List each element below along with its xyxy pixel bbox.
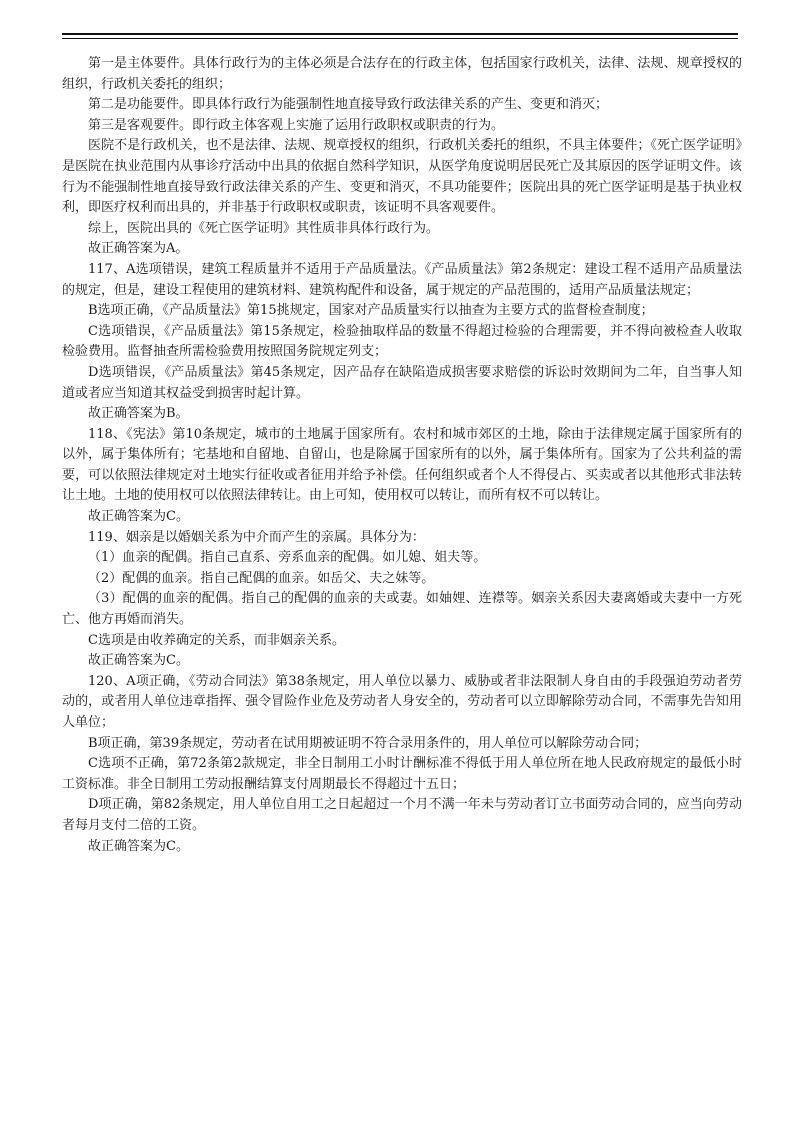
paragraph-118: 118、《宪法》第10条规定，城市的土地属于国家所有。农村和城市郊区的土地，除由于法律规定属于国家所有的以外，属于集体所有；宅基地和自留地、自留山，也是除属于国家所有的以外，属于集体所有。国家为了公共利益的需要，可以依照法律规定对土地实行征收或者征用并给予补偿。任何组织或者个人不得侵占、买卖或者以其他形式非法转让土地。土地的使用权可以依照法律转让。由上可知，使用权可以转让，而所有权不可以转让。 bbox=[62, 426, 742, 504]
paragraph-subject-element: 第一是主体要件。具体行政行为的主体必须是合法存在的行政主体，包括国家行政机关，法律、法规、规章授权的组织，行政机关委托的组织； bbox=[62, 56, 742, 92]
paragraph-119-item-3: （3）配偶的血亲的配偶。指自己的配偶的血亲的夫或妻。如妯娌、连襟等。姻亲关系因夫妻离婚或夫妻中一方死亡、他方再婚而消失。 bbox=[62, 591, 742, 628]
answer-119: 故正确答案为C。 bbox=[88, 653, 189, 669]
document-body bbox=[62, 54, 742, 857]
answer-117: 故正确答案为B。 bbox=[88, 406, 189, 422]
header-rule-thin bbox=[62, 38, 738, 39]
paragraph-hospital-analysis: 医院不是行政机关，也不是法律、法规、规章授权的组织，行政机关委托的组织，不具主体要件；《死亡医学证明》是医院在执业范围内从事诊疗活动中出具的依据自然科学知识，从医学角度说明居民死亡及其原因的医学证明文件。该行为不能强制性地直接导致行政法律关系的产生、变更和消灭，不具功能要件；医院出具的死亡医学证明是基于执业权利，即医疗权利而出具的，并非基于行政职权或职责，该证明不具客观要件。 bbox=[62, 138, 742, 216]
answer-116: 故正确答案为A。 bbox=[88, 241, 189, 257]
paragraph-117-b: B选项正确，《产品质量法》第15挑规定，国家对产品质量实行以抽查为主要方式的监督检查制度； bbox=[88, 303, 654, 319]
paragraph-117-d: D选项错误，《产品质量法》第45条规定，因产品存在缺陷造成损害要求赔偿的诉讼时效期间为二年，自当事人知道或者应当知道其权益受到损害时起计算。 bbox=[62, 364, 742, 401]
paragraph-objective-element: 第三是客观要件。即行政主体客观上实施了运用行政职权或职责的行为。 bbox=[88, 117, 505, 133]
paragraph-119-item-1: （1）血亲的配偶。指自己直系、旁系血亲的配偶。如儿媳、姐夫等。 bbox=[88, 550, 487, 566]
answer-120: 故正确答案为C。 bbox=[88, 838, 189, 854]
paragraph-function-element: 第二是功能要件。即具体行政行为能强制性地直接导致行政法律关系的产生、变更和消灭； bbox=[88, 97, 609, 113]
header-rule-thick bbox=[62, 33, 738, 35]
paragraph-120-a: 120、A项正确，《劳动合同法》第38条规定，用人单位以暴力、威胁或者非法限制人身自由的手段强迫劳动者劳动的，或者用人单位违章指挥、强令冒险作业危及劳动者人身安全的，劳动者可以立即解除劳动合同，不需事先告知用人单位； bbox=[62, 673, 742, 730]
paragraph-119-intro: 119、姻亲是以婚姻关系为中介而产生的亲属。具体分为： bbox=[88, 529, 425, 545]
paragraph-120-c: C选项不正确，第72条第2款规定，非全日制用工小时计酬标准不得低于用人单位所在地人民政府规定的最低小时工资标准。非全日制用工劳动报酬结算支付周期最长不得超过十五日； bbox=[62, 756, 742, 792]
paragraph-117-a: 117、A选项错误，建筑工程质量并不适用于产品质量法。《产品质量法》第2条规定：建设工程不适用产品质量法的规定，但是，建设工程使用的建筑材料、建筑构配件和设备，属于规定的产品范围的，适用产品质量法规定； bbox=[62, 261, 742, 298]
answer-118: 故正确答案为C。 bbox=[88, 509, 189, 525]
paragraph-119-item-2: （2）配偶的血亲。指自己配偶的血亲。如岳父、夫之妹等。 bbox=[88, 570, 435, 586]
paragraph-120-d: D项正确，第82条规定，用人单位自用工之日起超过一个月不满一年未与劳动者订立书面劳动合同的，应当向劳动者每月支付二倍的工资。 bbox=[62, 797, 742, 833]
paragraph-120-b: B项正确，第39条规定，劳动者在试用期被证明不符合录用条件的，用人单位可以解除劳动合同； bbox=[88, 735, 648, 751]
paragraph-summary: 综上，医院出具的《死亡医学证明》其性质非具体行政行为。 bbox=[88, 220, 440, 236]
paragraph-117-c: C选项错误，《产品质量法》第15条规定，检验抽取样品的数量不得超过检验的合理需要，并不得向被检查人收取检验费用。监督抽查所需检验费用按照国务院规定列支； bbox=[62, 323, 742, 360]
paragraph-119-c: C选项是由收养确定的关系，而非姻亲关系。 bbox=[88, 632, 345, 648]
